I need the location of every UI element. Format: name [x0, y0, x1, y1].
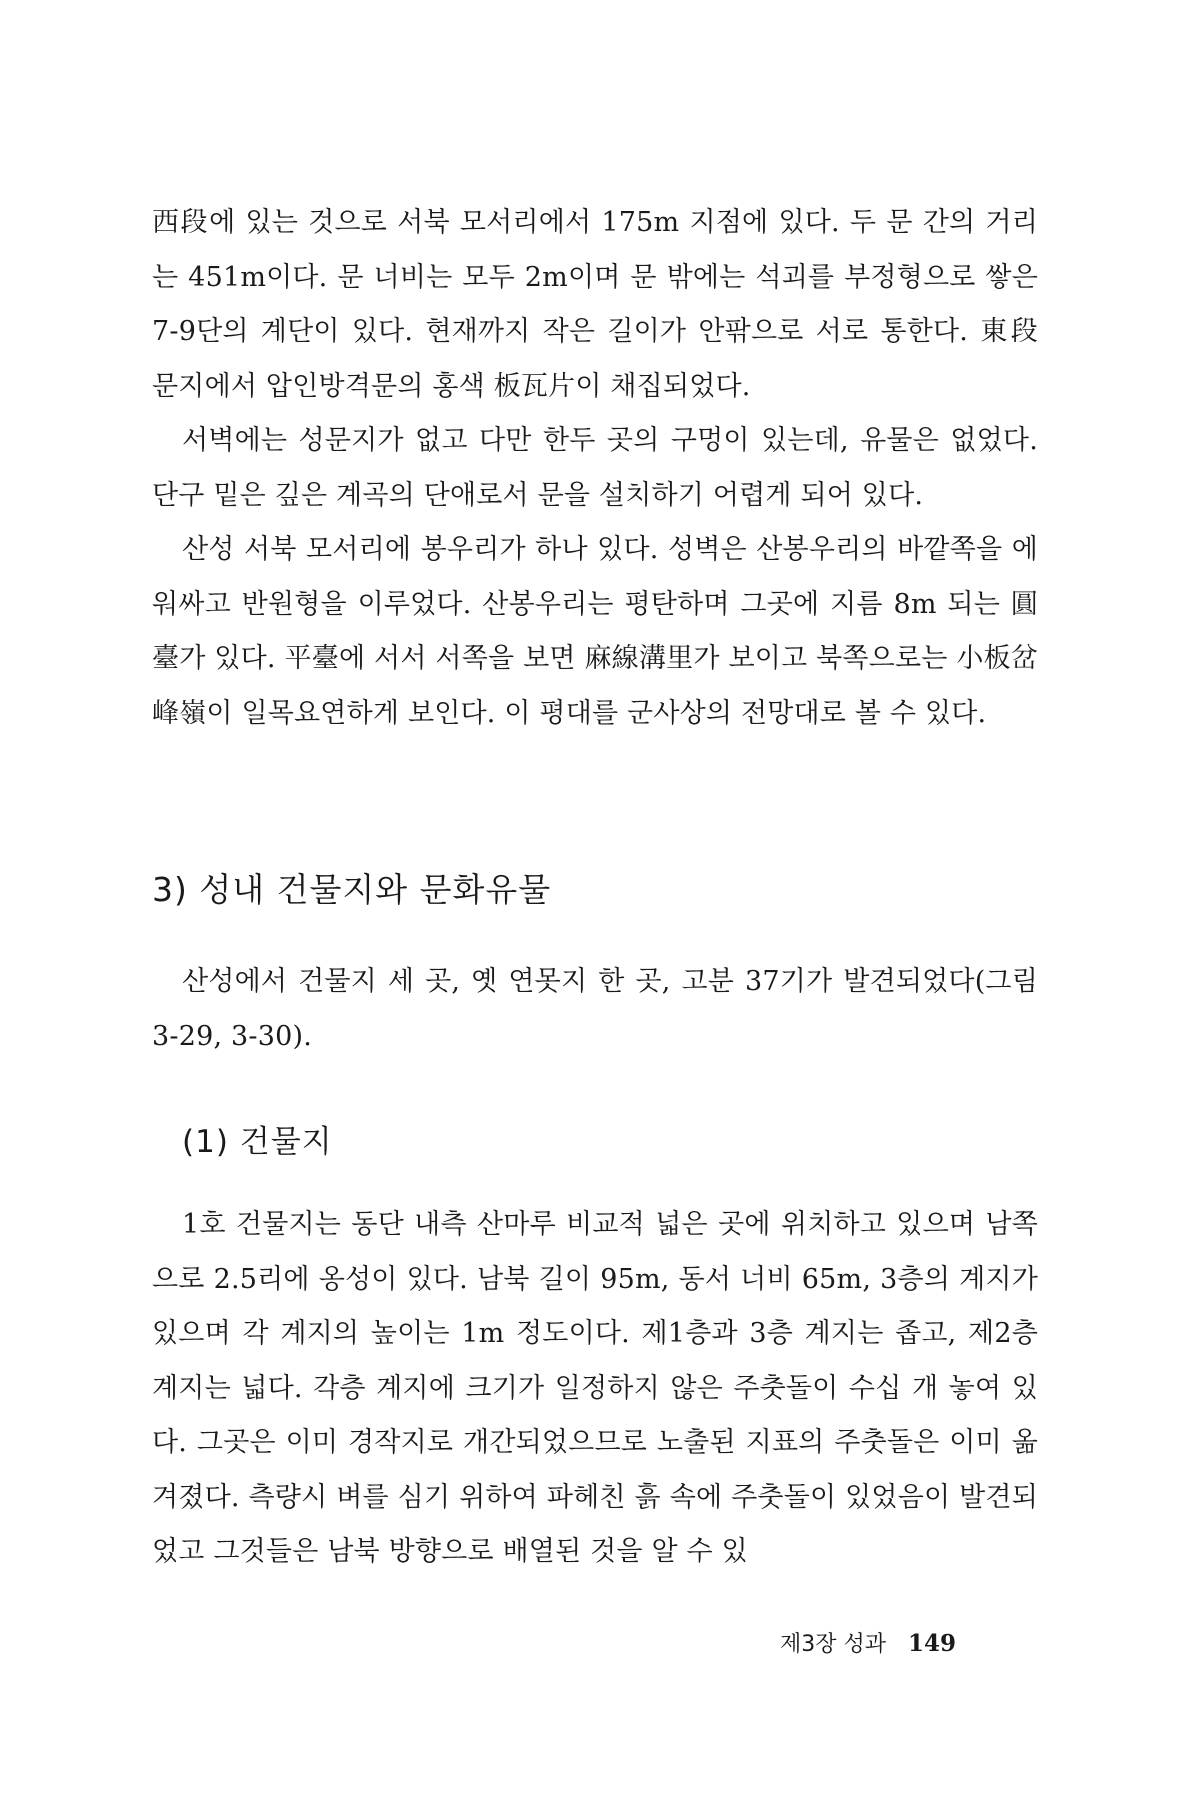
- chapter-label: 제3장 성과: [780, 1632, 886, 1657]
- page-number: 149: [908, 1630, 957, 1657]
- body-paragraph-2: [152, 414, 1038, 523]
- paragraph-text: 산성 서북 모서리에 봉우리가 하나 있다. 성벽은 산봉우리의 바깥쪽을 에워싸고 반원형을 이루었다. 산봉우리는 평탄하며 그곳에 지름 8m 되는 圓臺가 있다. 平臺에 서서 서쪽을 보면 麻線溝里가 보이고 북쪽으로는 小板岔峰嶺이 일목요연하게 보인다. 이 평대를 군사상의 전망대로 볼 수 있다.: [152, 534, 1038, 729]
- body-paragraph-5: [152, 1198, 1038, 1580]
- body-paragraph-3: [152, 523, 1038, 741]
- page-footer: [780, 1627, 956, 1658]
- body-paragraph-1: [152, 196, 1038, 414]
- paragraph-text: 산성에서 건물지 세 곳, 옛 연못지 한 곳, 고분 37기가 발견되었다(그림 3-29, 3-30).: [152, 966, 1038, 1052]
- section-heading: 3) 성내 건물지와 문화유물: [152, 870, 552, 909]
- paragraph-text: 西段에 있는 것으로 서북 모서리에서 175m 지점에 있다. 두 문 간의 거리는 451m이다. 문 너비는 모두 2m이며 문 밖에는 석괴를 부정형으로 쌓은 7-9단의 계단이 있다. 현재까지 작은 길이가 안팎으로 서로 통한다. 東段 문지에서 압인방격문의 홍색 板瓦片이 채집되었다.: [152, 207, 1038, 402]
- paragraph-text: 서벽에는 성문지가 없고 다만 한두 곳의 구멍이 있는데, 유물은 없었다. 단구 밑은 깊은 계곡의 단애로서 문을 설치하기 어렵게 되어 있다.: [152, 425, 1038, 511]
- body-paragraph-4: [152, 955, 1038, 1064]
- subsection-heading: (1) 건물지: [182, 1124, 333, 1160]
- paragraph-text: 1호 건물지는 동단 내측 산마루 비교적 넓은 곳에 위치하고 있으며 남쪽으로 2.5리에 옹성이 있다. 남북 길이 95m, 동서 너비 65m, 3층의 계지가 있으며 각 계지의 높이는 1m 정도이다. 제1층과 3층 계지는 좁고, 제2층 계지는 넓다. 각층 계지에 크기가 일정하지 않은 주춧돌이 수십 개 놓여 있다. 그곳은 이미 경작지로 개간되었으므로 노출된 지표의 주춧돌은 이미 옮겨졌다. 측량시 벼를 심기 위하여 파헤친 흙 속에 주춧돌이 있었음이 발견되었고 그것들은 남북 방향으로 배열된 것을 알 수 있: [152, 1209, 1038, 1567]
